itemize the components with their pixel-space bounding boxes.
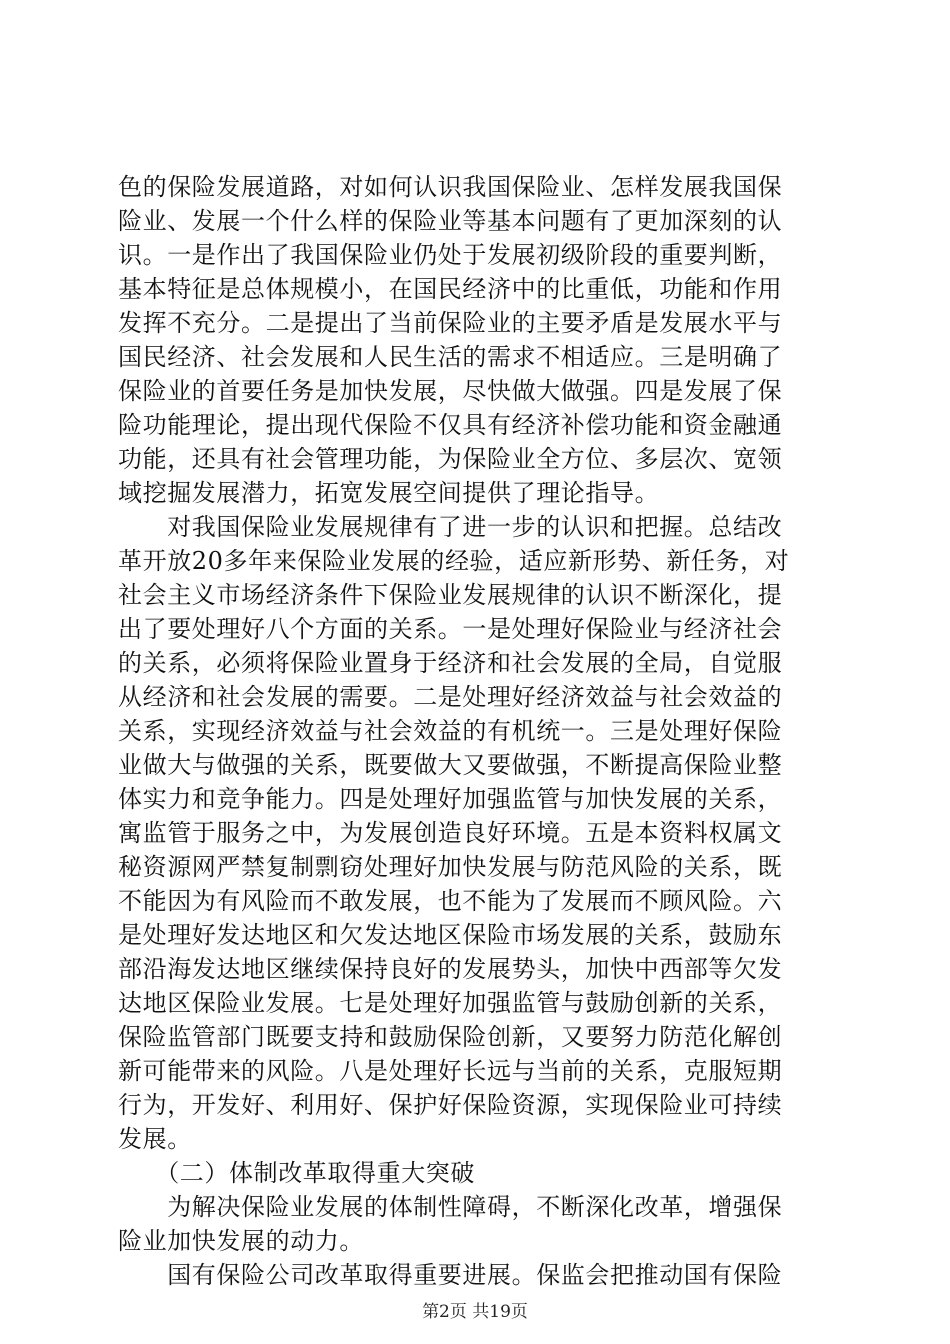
text-line: 关系，实现经济效益与社会效益的有机统一。三是处理好保险 <box>118 717 783 745</box>
text-line: 的关系，必须将保险业置身于经济和社会发展的全局，自觉服 <box>118 649 783 677</box>
text-line: 险功能理论，提出现代保险不仅具有经济补偿功能和资金融通 <box>118 411 783 439</box>
text-line: 功能，还具有社会管理功能，为保险业全方位、多层次、宽领 <box>118 445 783 473</box>
text-line: 基本特征是总体规模小，在国民经济中的比重低，功能和作用 <box>118 275 783 303</box>
text-line: 部沿海发达地区继续保持良好的发展势头，加快中西部等欠发 <box>118 955 783 983</box>
text-line: 体实力和竞争能力。四是处理好加强监管与加快发展的关系， <box>118 785 783 813</box>
text-line: 为解决保险业发展的体制性障碍，不断深化改革，增强保 <box>118 1193 783 1221</box>
text-line: 业做大与做强的关系，既要做大又要做强，不断提高保险业整 <box>118 751 783 779</box>
page-number-footer: 第2页 共19页 <box>422 1302 528 1322</box>
text-line: 国有保险公司改革取得重要进展。保监会把推动国有保险 <box>118 1261 783 1289</box>
text-line: 达地区保险业发展。七是处理好加强监管与鼓励创新的关系， <box>118 989 783 1017</box>
text-line: 识。一是作出了我国保险业仍处于发展初级阶段的重要判断， <box>118 241 783 269</box>
text-line: 国民经济、社会发展和人民生活的需求不相适应。三是明确了 <box>118 343 783 371</box>
text-line: 对我国保险业发展规律有了进一步的认识和把握。总结改 <box>118 513 783 541</box>
text-line: 社会主义市场经济条件下保险业发展规律的认识不断深化，提 <box>118 581 783 609</box>
text-line: 行为，开发好、利用好、保护好保险资源，实现保险业可持续 <box>118 1091 783 1119</box>
text-line: 色的保险发展道路，对如何认识我国保险业、怎样发展我国保 <box>118 173 783 201</box>
text-line: 域挖掘发展潜力，拓宽发展空间提供了理论指导。 <box>118 479 660 507</box>
text-line: 寓监管于服务之中，为发展创造良好环境。五是本资料权属文 <box>118 819 783 847</box>
text-line: 发展。 <box>118 1125 192 1153</box>
text-line: 发挥不充分。二是提出了当前保险业的主要矛盾是发展水平与 <box>118 309 783 337</box>
text-line: 从经济和社会发展的需要。二是处理好经济效益与社会效益的 <box>118 683 783 711</box>
text-line: 保险监管部门既要支持和鼓励保险创新，又要努力防范化解创 <box>118 1023 783 1051</box>
text-line: 新可能带来的风险。八是处理好长远与当前的关系，克服短期 <box>118 1057 783 1085</box>
text-line: 秘资源网严禁复制剽窃处理好加快发展与防范风险的关系，既 <box>118 853 783 881</box>
text-line: 出了要处理好八个方面的关系。一是处理好保险业与经济社会 <box>118 615 783 643</box>
text-line: 革开放20多年来保险业发展的经验，适应新形势、新任务，对 <box>118 547 790 575</box>
text-line: 保险业的首要任务是加快发展，尽快做大做强。四是发展了保 <box>118 377 783 405</box>
text-line: 险业加快发展的动力。 <box>118 1227 364 1255</box>
text-line: 不能因为有风险而不敢发展，也不能为了发展而不顾风险。六 <box>118 887 783 915</box>
text-line: 险业、发展一个什么样的保险业等基本问题有了更加深刻的认 <box>118 207 783 235</box>
text-line: 是处理好发达地区和欠发达地区保险市场发展的关系，鼓励东 <box>118 921 783 949</box>
section-heading: （二）体制改革取得重大突破 <box>118 1159 475 1187</box>
